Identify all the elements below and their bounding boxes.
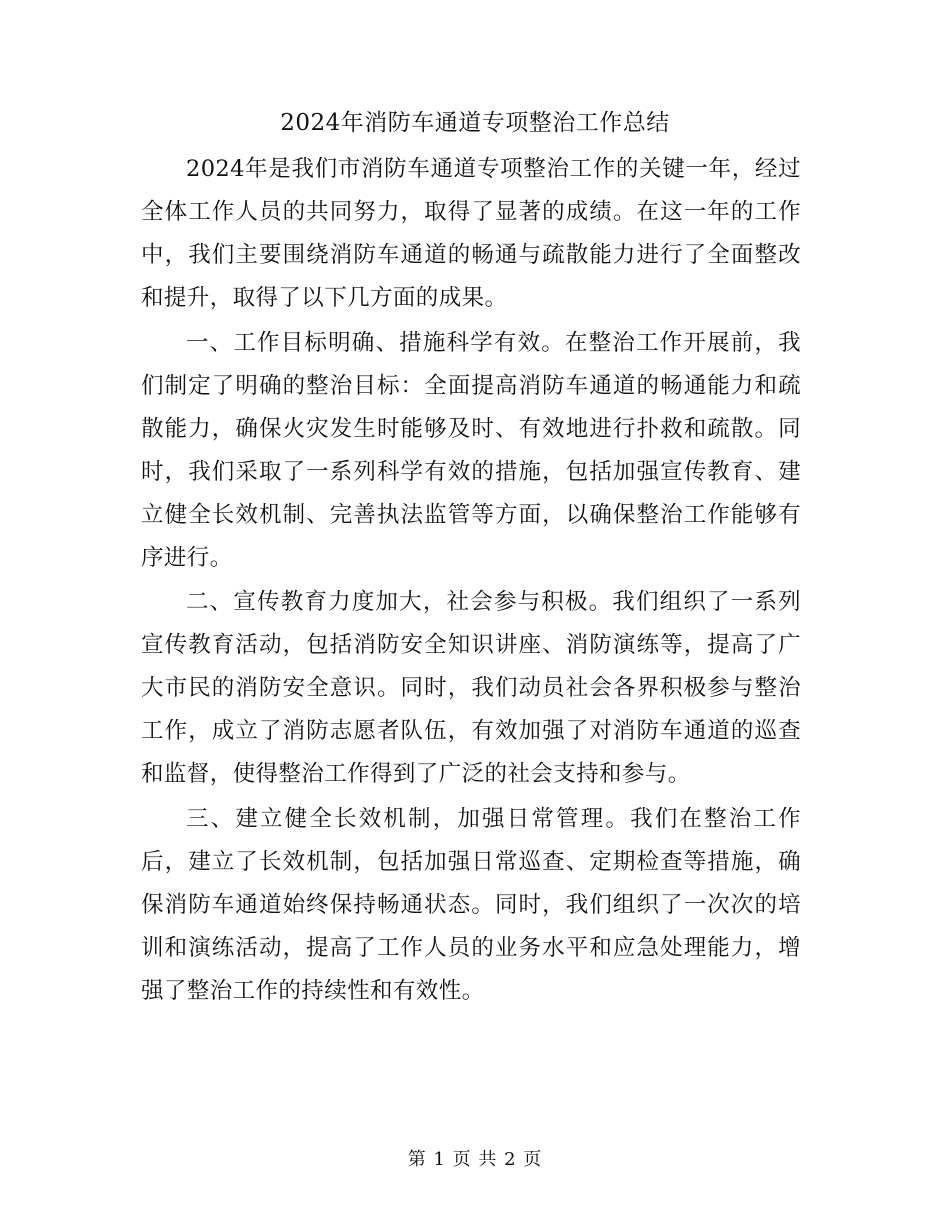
- paragraph-intro: 2024年是我们市消防车通道专项整治工作的关键一年，经过全体工作人员的共同努力，取得了显著的成绩。在这一年的工作中，我们主要围绕消防车通道的畅通与疏散能力进行了全面整改和提升，取得了以下几方面的成果。: [141, 156, 801, 311]
- document-body: [141, 148, 801, 1014]
- document-title: 2024年消防车通道专项整治工作总结: [280, 110, 670, 136]
- page-number-footer: 第 1 页 共 2 页: [407, 1149, 543, 1170]
- paragraph-section-2: 二、宣传教育力度加大，社会参与积极。我们组织了一系列宣传教育活动，包括消防安全知识讲座、消防演练等，提高了广大市民的消防安全意识。同时，我们动员社会各界积极参与整治工作，成立了消防志愿者队伍，有效加强了对消防车通道的巡查和监督，使得整治工作得到了广泛的社会支持和参与。: [141, 589, 801, 787]
- paragraph-section-1: 一、工作目标明确、措施科学有效。在整治工作开展前，我们制定了明确的整治目标：全面提高消防车通道的畅通能力和疏散能力，确保火灾发生时能够及时、有效地进行扑救和疏散。同时，我们采取了一系列科学有效的措施，包括加强宣传教育、建立健全长效机制、完善执法监管等方面，以确保整治工作能够有序进行。: [141, 329, 801, 571]
- paragraph-section-3: 三、建立健全长效机制，加强日常管理。我们在整治工作后，建立了长效机制，包括加强日常巡查、定期检查等措施，确保消防车通道始终保持畅通状态。同时，我们组织了一次次的培训和演练活动，提高了工作人员的业务水平和应急处理能力，增强了整治工作的持续性和有效性。: [141, 805, 801, 1004]
